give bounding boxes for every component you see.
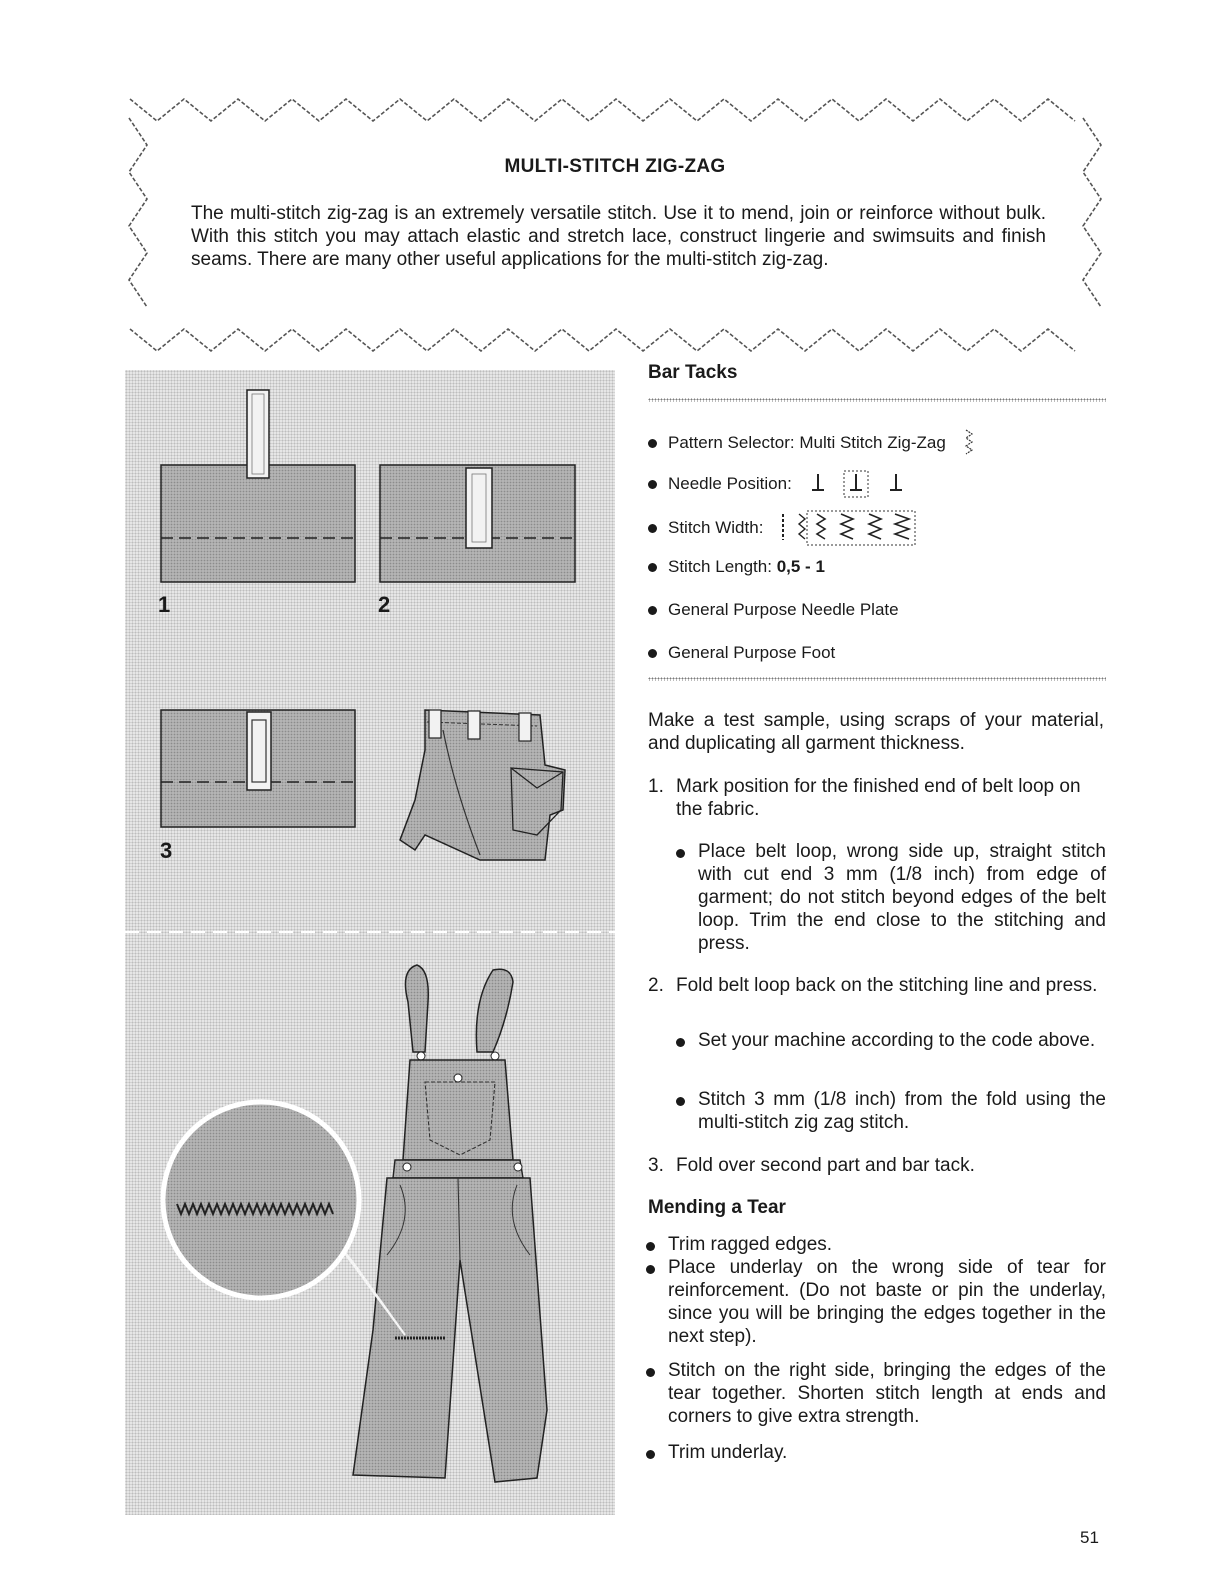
multi-stitch-zigzag-icon <box>962 428 976 458</box>
mending-heading: Mending a Tear <box>648 1197 786 1218</box>
bullet-icon <box>646 1450 655 1459</box>
bullet-icon <box>648 649 657 658</box>
dotted-rule-bottom <box>648 677 1106 681</box>
bullet-icon <box>648 563 657 572</box>
page-number: 51 <box>1080 1528 1099 1547</box>
stitch-magnifier <box>163 1102 359 1298</box>
stitch-width-icon <box>777 510 917 546</box>
intro-paragraph: The multi-stitch zig-zag is an extremely versatile stitch. Use it to mend, join or reinforce without bulk. With this stitch you may attach elastic and stretch lace, construct lingerie and swimsuits and finish seams. There are many other useful applications for the multi-stitch zig-zag. <box>191 203 1046 270</box>
figure-label-2: 2 <box>378 592 391 617</box>
mending-bullet-3: Stitch on the right side, bringing the edges of the tear together. Shorten stitch length at ends and corners to give extra strength. <box>668 1360 1106 1427</box>
step-1-number: 1. <box>648 776 664 797</box>
test-sample-text: Make a test sample, using scraps of your material, and duplicating all garment thickness. <box>648 710 1104 754</box>
bullet-icon <box>646 1265 655 1274</box>
trouser-waistband-illustration <box>400 710 565 860</box>
spec-needle-plate <box>648 600 899 620</box>
figure-3-fabric-with-belt-loop <box>161 710 355 827</box>
spec-needle-position <box>648 470 910 498</box>
bullet-icon <box>648 480 657 489</box>
step-1-text: Mark position for the finished end of belt loop on the fabric. <box>676 776 1081 820</box>
spec-stitch-length-label: Stitch Length: <box>668 557 772 576</box>
step-2-number: 2. <box>648 975 664 996</box>
bullet-icon <box>646 1368 655 1377</box>
spec-needle-plate-label: General Purpose Needle Plate <box>668 600 899 619</box>
step-2-bullet-2: Stitch 3 mm (1/8 inch) from the fold using the multi-stitch zig zag stitch. <box>698 1089 1106 1133</box>
bar-tacks-heading: Bar Tacks <box>648 362 738 383</box>
step-2-bullet-1: Set your machine according to the code above. <box>698 1030 1096 1051</box>
step-2-text: Fold belt loop back on the stitching line and press. <box>676 975 1098 996</box>
spec-foot <box>648 643 835 663</box>
spec-stitch-length-value: 0,5 - 1 <box>776 557 825 576</box>
spec-stitch-width-label: Stitch Width: <box>668 518 764 537</box>
spec-pattern-selector <box>648 428 976 458</box>
figure-1-fabric-with-belt-loop <box>161 390 355 582</box>
bullet-icon <box>676 1038 685 1047</box>
bullet-icon <box>648 439 657 448</box>
step-1-bullet-1: Place belt loop, wrong side up, straight stitch with cut end 3 mm (1/8 inch) from edge of garment; do not stitch beyond edges of the belt loop. Trim the end close to the stitching and press. <box>698 841 1106 954</box>
needle-position-icon <box>810 470 910 498</box>
dotted-rule-top <box>648 398 1106 402</box>
spec-stitch-length <box>648 557 825 577</box>
figure-2-fabric-with-belt-loop <box>380 465 575 582</box>
step-3-number: 3. <box>648 1155 664 1176</box>
step-3-text: Fold over second part and bar tack. <box>676 1155 975 1176</box>
bullet-icon <box>648 524 657 533</box>
spec-pattern-selector-label: Pattern Selector: Multi Stitch Zig-Zag <box>668 433 946 452</box>
bullet-icon <box>646 1242 655 1251</box>
bullet-icon <box>676 1097 685 1106</box>
bullet-icon <box>676 849 685 858</box>
overalls-illustration <box>335 965 547 1482</box>
spec-foot-label: General Purpose Foot <box>668 643 836 662</box>
bullet-icon <box>648 606 657 615</box>
mending-bullet-4: Trim underlay. <box>668 1442 788 1463</box>
page-title: MULTI-STITCH ZIG-ZAG <box>504 156 726 177</box>
spec-stitch-width <box>648 510 917 546</box>
illustrations <box>125 370 615 1515</box>
mending-bullet-1: Trim ragged edges. <box>668 1234 833 1255</box>
figure-label-1: 1 <box>158 592 171 617</box>
figure-label-3: 3 <box>160 838 173 863</box>
mending-bullet-2: Place underlay on the wrong side of tear for reinforcement. (Do not baste or pin the underlay, since you will be bringing the edges together in the next step). <box>668 1257 1106 1347</box>
spec-needle-position-label: Needle Position: <box>668 474 792 493</box>
